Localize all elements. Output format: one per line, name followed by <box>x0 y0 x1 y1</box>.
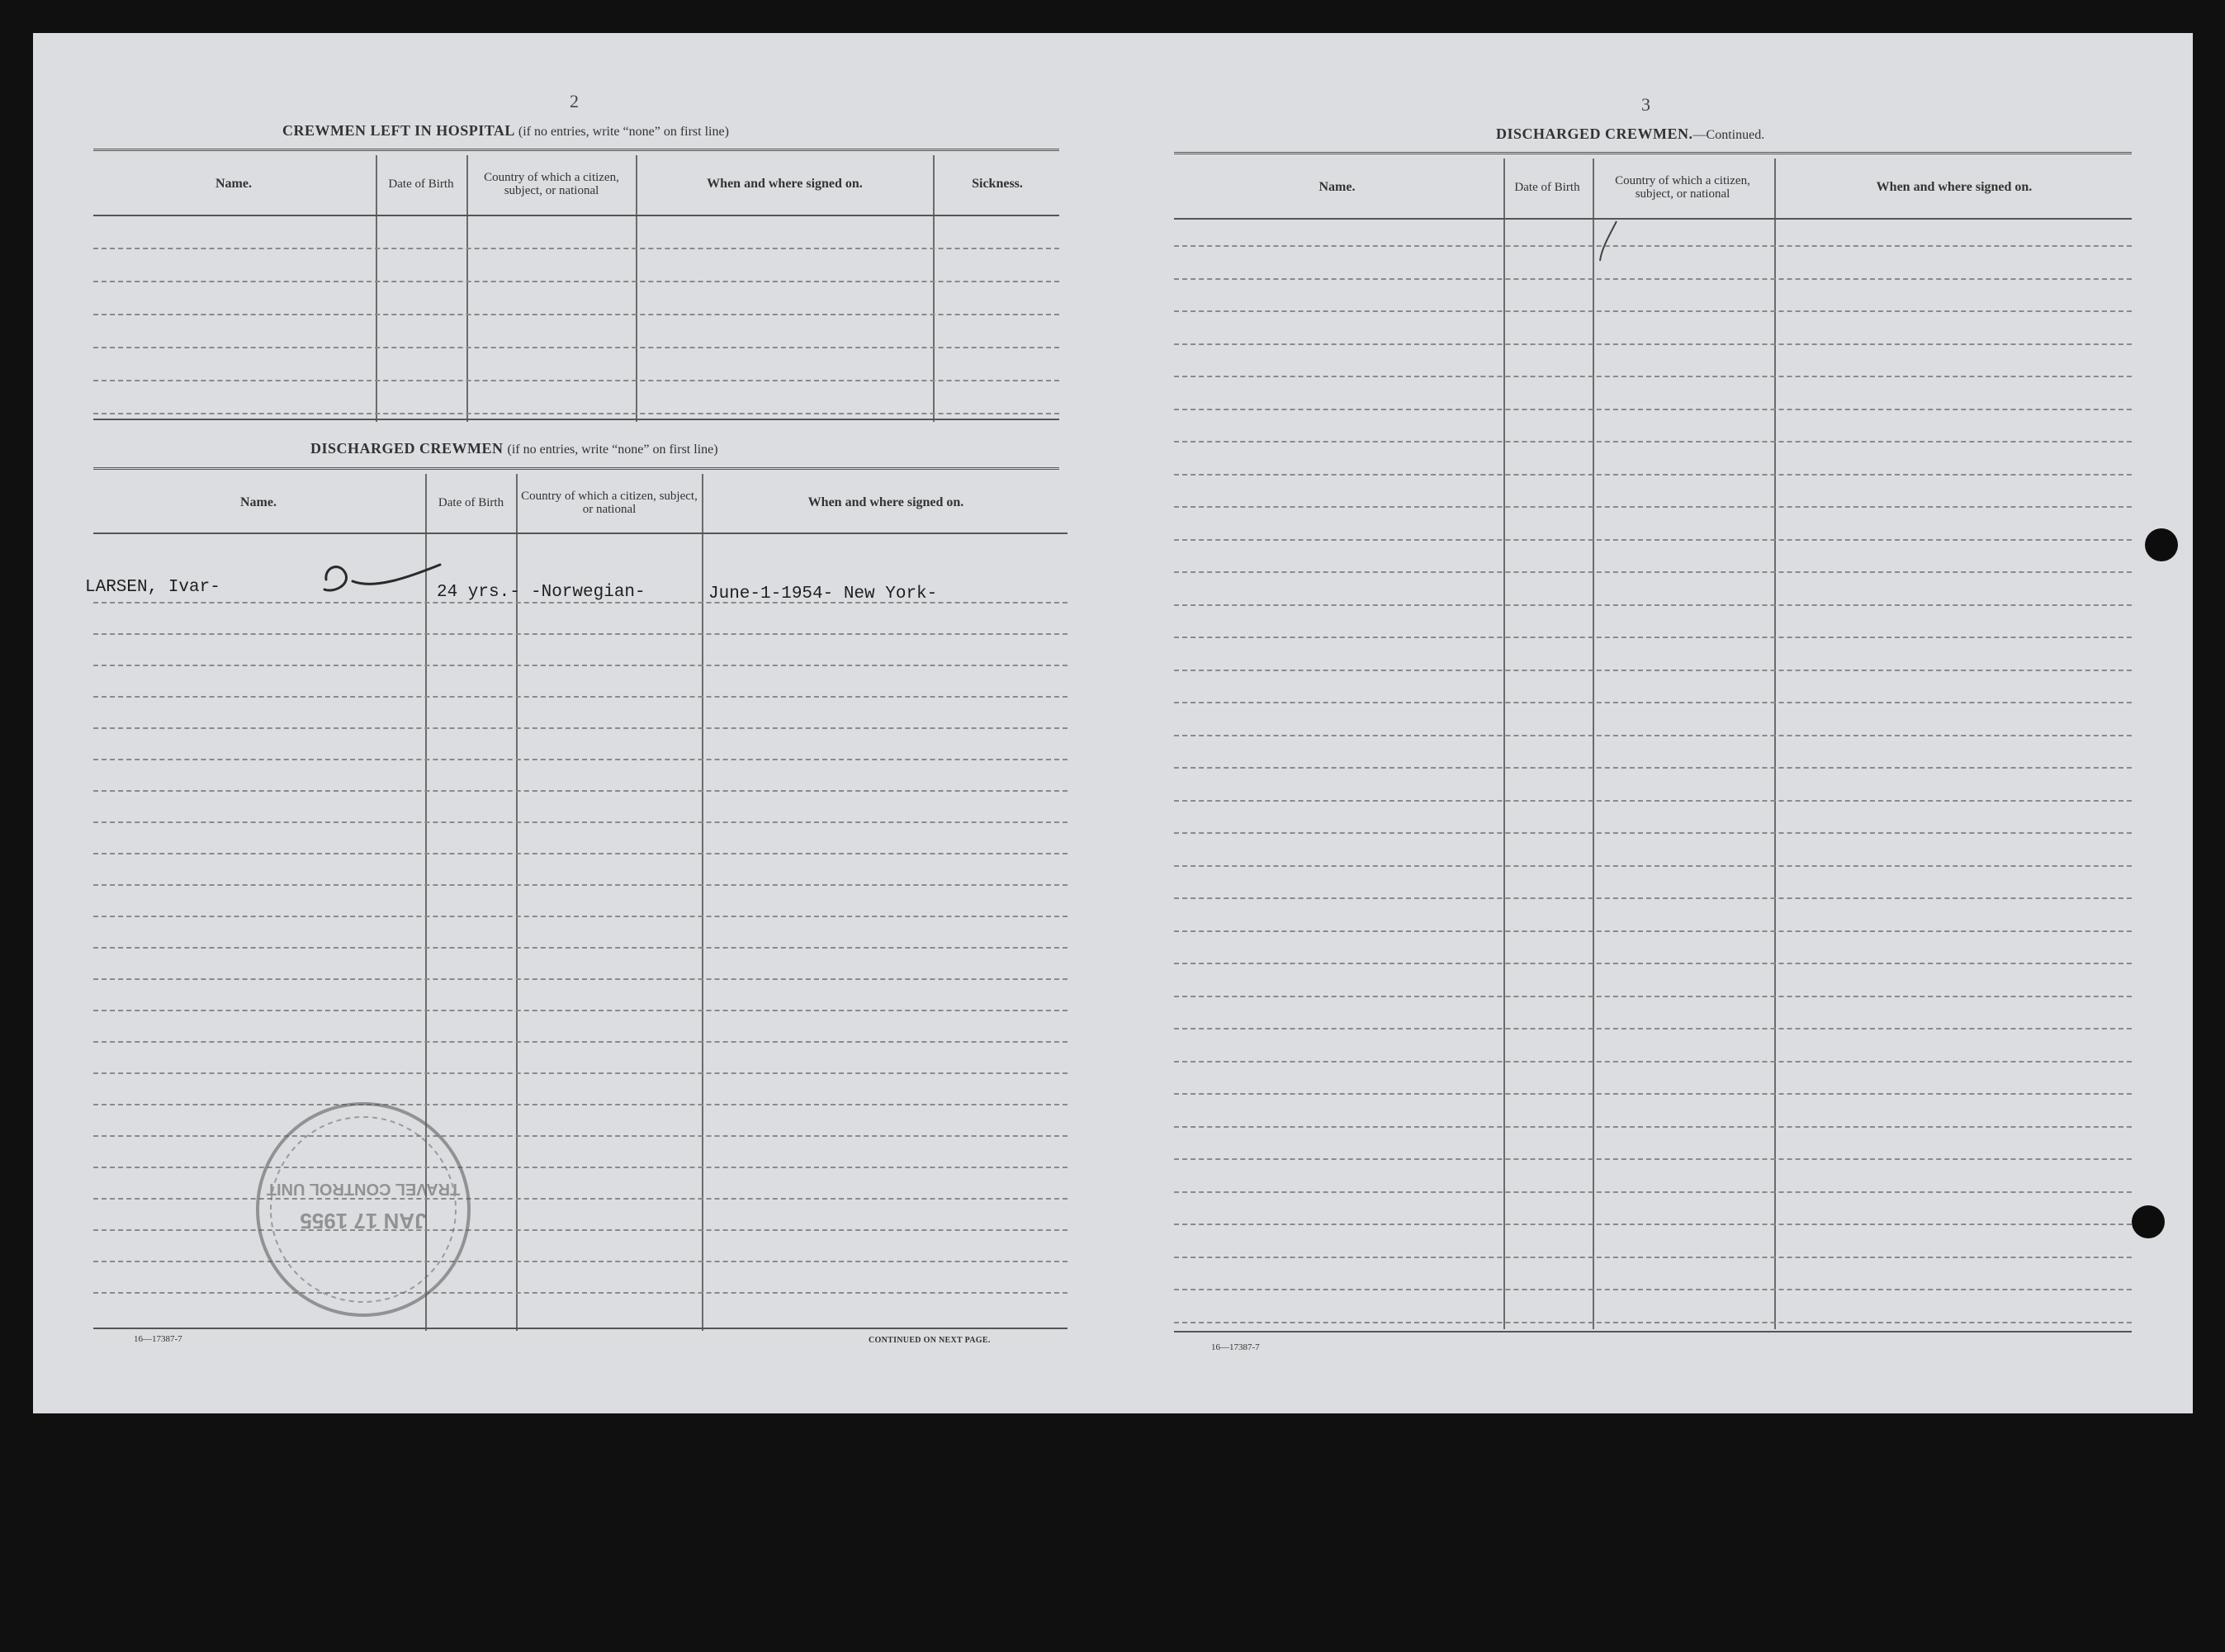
table-row <box>1174 409 2132 410</box>
hospital-section-title <box>282 122 729 140</box>
hospital-subtitle: (if no entries, write “none” on first line) <box>518 125 729 139</box>
table-row <box>1174 278 2132 280</box>
column-divider <box>933 155 935 422</box>
table-row <box>93 947 1068 949</box>
table-row <box>93 1010 1068 1011</box>
table-row <box>1174 1028 2132 1030</box>
header-rule <box>93 533 1068 534</box>
table-row <box>93 633 1068 635</box>
table-row <box>1174 441 2132 443</box>
table-row <box>1174 604 2132 606</box>
table-row <box>93 347 1059 348</box>
left-page <box>33 33 1115 1413</box>
right-header-signed: When and where signed on. <box>1876 180 2033 194</box>
table-row <box>93 281 1059 282</box>
discharged-continued-title <box>1496 125 1764 143</box>
title-suffix: —Continued. <box>1692 128 1765 142</box>
page-number: 3 <box>1641 94 1650 115</box>
table-row <box>1174 343 2132 345</box>
table-row <box>1174 571 2132 573</box>
table-row <box>93 727 1068 729</box>
scanned-document <box>33 33 2193 1413</box>
discharged-header-country: Country of which a citizen, subject, or national <box>521 490 698 516</box>
table-row <box>93 978 1068 980</box>
table-row <box>1174 1191 2132 1193</box>
table-row <box>1174 539 2132 541</box>
column-divider <box>466 155 468 422</box>
hospital-bottom-rule <box>93 419 1059 420</box>
table-row <box>1174 800 2132 802</box>
crew-name: LARSEN, Ivar- <box>85 578 220 597</box>
travel-control-stamp <box>227 1073 499 1346</box>
column-divider <box>376 155 377 422</box>
stamp-date: JAN 17 1955 <box>300 1209 427 1233</box>
discharged-bottom-rule <box>93 1328 1068 1329</box>
table-row <box>93 1041 1068 1043</box>
table-row <box>93 790 1068 792</box>
right-top-rule <box>1174 152 2132 154</box>
discharged-subtitle: (if no entries, write “none” on first line) <box>507 443 718 457</box>
discharged-top-rule <box>93 467 1059 470</box>
right-header-name: Name. <box>1318 180 1356 194</box>
table-row <box>1174 1158 2132 1160</box>
hospital-title-text: CREWMEN LEFT IN HOSPITAL <box>282 122 514 139</box>
column-divider <box>636 155 637 422</box>
table-row <box>1174 897 2132 899</box>
table-row <box>1174 930 2132 932</box>
table-row <box>1174 1061 2132 1063</box>
table-row <box>93 380 1059 381</box>
hospital-header-dob: Date of Birth <box>388 178 454 191</box>
crew-age: 24 yrs.- <box>437 583 520 602</box>
table-row <box>1174 310 2132 312</box>
table-row <box>1174 245 2132 247</box>
table-row <box>93 853 1068 854</box>
crew-signed-on: June-1-1954- New York- <box>708 585 938 604</box>
table-row <box>1174 637 2132 638</box>
page-number: 2 <box>570 91 579 111</box>
table-row <box>93 916 1068 917</box>
stamp-text: TRAVEL CONTROL UNIT <box>266 1180 461 1198</box>
table-row <box>93 413 1059 414</box>
right-bottom-rule <box>1174 1331 2132 1332</box>
header-rule <box>1174 218 2132 220</box>
table-row <box>1174 376 2132 377</box>
discharged-header-name: Name. <box>240 495 277 509</box>
table-row <box>93 602 1068 604</box>
table-row <box>93 665 1068 666</box>
table-row <box>1174 996 2132 997</box>
hospital-header-sickness: Sickness. <box>972 177 1023 191</box>
table-row <box>1174 832 2132 834</box>
table-row <box>93 696 1068 698</box>
table-row <box>1174 1289 2132 1290</box>
continued-note: CONTINUED ON NEXT PAGE. <box>869 1336 991 1345</box>
table-row <box>1174 767 2132 769</box>
table-row <box>93 884 1068 886</box>
crew-country: -Norwegian- <box>531 583 646 602</box>
column-divider <box>1503 159 1505 1329</box>
punch-hole <box>2132 1205 2165 1238</box>
table-row <box>93 314 1059 315</box>
table-row <box>1174 1322 2132 1323</box>
table-row <box>1174 1126 2132 1128</box>
table-row <box>1174 670 2132 671</box>
header-rule <box>93 215 1059 216</box>
column-divider <box>1774 159 1776 1329</box>
discharged-header-signed: When and where signed on. <box>807 495 964 509</box>
right-header-dob: Date of Birth <box>1514 181 1580 194</box>
table-row <box>1174 1224 2132 1225</box>
right-header-country: Country of which a citizen, subject, or national <box>1615 174 1750 201</box>
punch-hole <box>2145 528 2178 561</box>
column-divider <box>1593 159 1594 1329</box>
table-row <box>1174 963 2132 964</box>
discharged-header-dob: Date of Birth <box>438 496 504 509</box>
table-row <box>1174 865 2132 867</box>
table-row <box>1174 506 2132 508</box>
table-row <box>93 248 1059 249</box>
table-row <box>1174 474 2132 476</box>
discharged-title-text: DISCHARGED CREWMEN <box>310 440 504 457</box>
table-row <box>1174 735 2132 736</box>
hospital-header-name: Name. <box>215 177 252 191</box>
hospital-top-rule <box>93 149 1059 151</box>
hospital-header-signed: When and where signed on. <box>707 177 863 191</box>
handwritten-initials-mark <box>316 556 448 606</box>
hospital-header-country: Country of which a citizen, subject, or national <box>484 171 619 197</box>
table-row <box>93 759 1068 760</box>
form-number: 16—17387-7 <box>134 1334 182 1344</box>
table-row <box>1174 1257 2132 1258</box>
pencil-tick-mark <box>1595 218 1628 267</box>
form-number: 16—17387-7 <box>1211 1342 1260 1352</box>
table-row <box>1174 1093 2132 1095</box>
table-row <box>1174 702 2132 703</box>
table-row <box>93 821 1068 823</box>
hospital-table <box>93 155 1059 422</box>
discharged-section-title <box>310 440 718 457</box>
right-page <box>1115 33 2193 1413</box>
discharged-continued-title-text: DISCHARGED CREWMEN. <box>1496 125 1693 142</box>
discharged-continued-table <box>1174 159 2132 1331</box>
